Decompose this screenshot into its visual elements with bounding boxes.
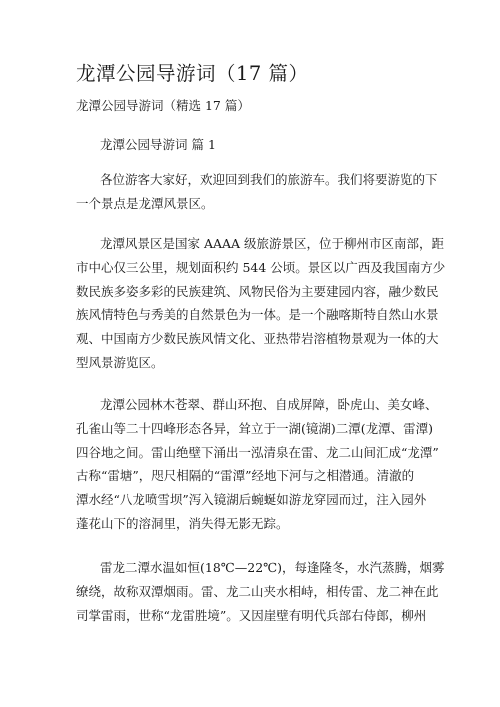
section-heading: 龙潭公园导游词 篇 1 — [100, 137, 216, 152]
paragraph-line: 雷龙二潭水温如恒(18℃—22℃)，每逢隆冬，水汽蒸腾，烟雾 — [100, 560, 445, 575]
paragraph-line: 潭水经“八龙喷雪坝”泻入镜湖后蜿蜒如游龙穿园而过，注入园外 — [76, 492, 427, 508]
paragraph-line: 龙潭风景区是国家 AAAA 级旅游景区，位于柳州市区南部，距 — [100, 236, 445, 251]
paragraph-park-landscape — [76, 393, 439, 536]
document-title: 龙潭公园导游词（17 篇） — [76, 62, 309, 85]
paragraph-line: 司掌雷雨，世称“龙雷胜境”。又因崖壁有明代兵部右侍郎，柳州 — [76, 607, 427, 623]
paragraph-line: 型风景游览区。 — [76, 354, 164, 370]
paragraph-line: 观、中国南方少数民族风情文化、亚热带岩溶植物景观为一体的大 — [76, 331, 439, 347]
document-subtitle: 龙潭公园导游词（精选 17 篇） — [76, 98, 250, 113]
paragraph-line: 孔雀山等二十四峰形态各异，耸立于一湖(镜湖)二潭(龙潭、雷潭) — [76, 420, 434, 436]
paragraph-line: 一个景点是龙潭风景区。 — [76, 195, 214, 211]
paragraph-line: 龙潭公园林木苍翠、群山环抱、自成屏障，卧虎山、美女峰、 — [100, 397, 438, 412]
paragraph-line: 数民族多姿多彩的民族建筑、风物民俗为主要建园内容，融少数民 — [76, 283, 439, 299]
paragraph-line: 四谷地之间。雷山绝壁下涌出一泓清泉在雷、龙二山间汇成“龙潭” — [76, 444, 439, 460]
paragraph-line: 族风情特色与秀美的自然景色为一体。是一个融喀斯特自然山水景 — [76, 307, 439, 323]
paragraph-line: 蓬花山下的溶洞里，消失得无影无踪。 — [76, 515, 289, 531]
paragraph-greeting — [76, 168, 438, 216]
paragraph-twin-pools — [76, 556, 445, 627]
paragraph-line: 市中心仅三公里，规划面积约 544 公顷。景区以广西及我国南方少 — [76, 259, 446, 275]
paragraph-line: 各位游客大家好，欢迎回到我们的旅游车。我们将要游览的下 — [100, 172, 438, 187]
paragraph-line: 缭绕，故称双潭烟雨。雷、龙二山夹水相峙，相传雷、龙二神在此 — [76, 583, 439, 599]
paragraph-line: 古称“雷塘”，咫尺相隔的“雷潭”经地下河与之相潜通。清澈的 — [76, 468, 415, 484]
paragraph-scenic-area — [76, 232, 446, 375]
